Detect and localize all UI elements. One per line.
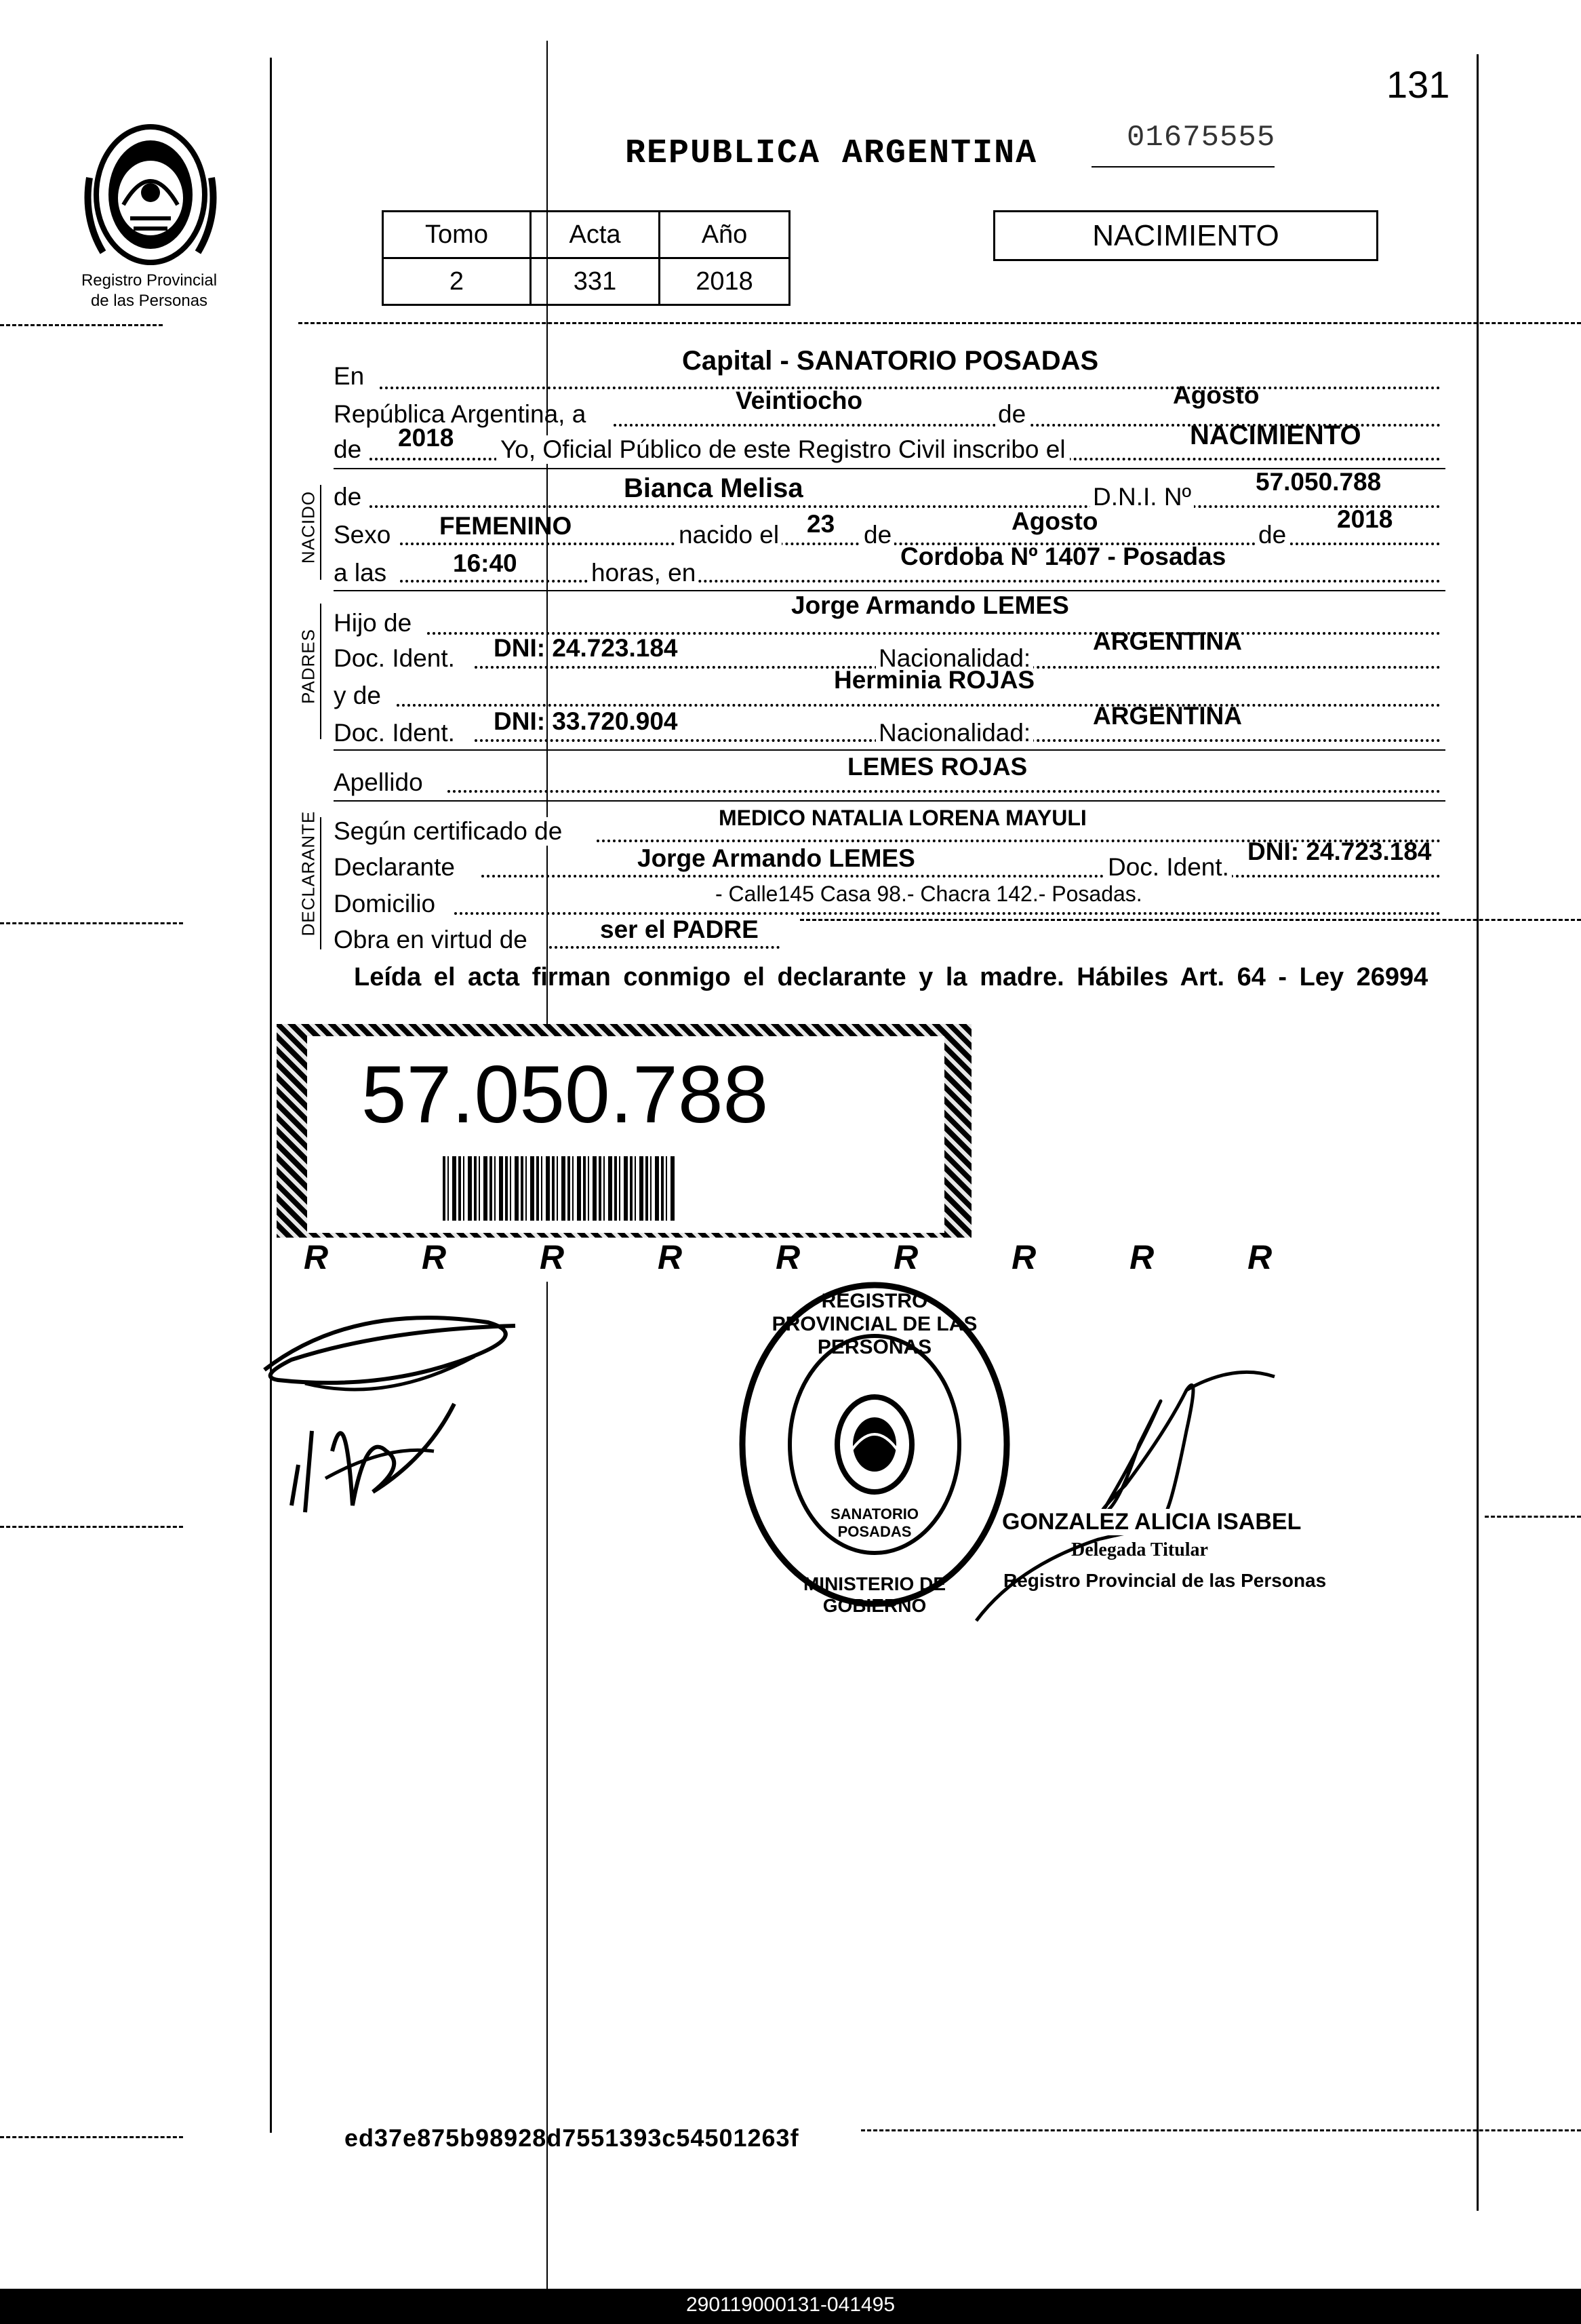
apellido-label: Apellido	[334, 768, 423, 796]
nacionalidad-label: Nacionalidad:	[876, 644, 1033, 673]
pattern-letter: R	[540, 1238, 607, 1276]
declarante-label: Declarante	[334, 853, 455, 881]
sticker-number: 57.050.788	[361, 1049, 769, 1140]
divider	[0, 922, 183, 924]
table-header: Acta	[531, 212, 660, 258]
stamp-inner-text: SANATORIO POSADAS	[830, 1505, 919, 1540]
de-label: de	[334, 435, 362, 463]
pattern-letter: R	[1129, 1238, 1197, 1276]
hijo-label: Hijo de	[334, 609, 412, 637]
left-margin-line	[270, 58, 272, 2133]
section-bracket	[320, 604, 321, 739]
birth-month-value: Agosto	[1012, 507, 1098, 535]
pattern-letter: R	[776, 1238, 843, 1276]
domicilio-label: Domicilio	[334, 890, 436, 918]
a-las-label: a las	[334, 559, 389, 587]
father-nat-value: ARGENTINA	[1093, 627, 1242, 655]
place-value: Capital - SANATORIO POSADAS	[682, 346, 1099, 376]
yo-text: Yo, Oficial Público de este Registro Civil inscribo el	[496, 435, 1070, 464]
mother-nat-value: ARGENTINA	[1093, 702, 1242, 730]
dotted-line	[380, 387, 1441, 389]
address-value: - Calle145 Casa 98.- Chacra 142.- Posadas.	[715, 882, 1142, 906]
horas-label: horas, en	[588, 559, 698, 587]
de-label: de	[861, 521, 894, 549]
section-rule	[334, 749, 1445, 751]
certificate-value: MEDICO NATALIA LORENA MAYULI	[719, 806, 1087, 830]
stamp-bottom-text: MINISTERIO DE GOBIERNO	[803, 1573, 946, 1616]
pattern-letter: R	[1012, 1238, 1079, 1276]
dotted-line	[549, 946, 780, 949]
obra-label: Obra en virtud de	[334, 926, 530, 954]
birth-place-value: Cordoba Nº 1407 - Posadas	[900, 543, 1226, 570]
doc-ident-label: Doc. Ident.	[334, 644, 458, 673]
record-table	[382, 210, 790, 306]
section-rule	[334, 800, 1445, 802]
birth-time-value: 16:40	[453, 549, 517, 577]
section-label-declarante: DECLARANTE	[298, 810, 319, 937]
declarant-signature	[251, 1288, 542, 1546]
table-header: Año	[660, 212, 790, 258]
doc-ident-label: Doc. Ident.	[1105, 853, 1232, 882]
child-dni-value: 57.050.788	[1256, 468, 1382, 496]
dotted-line	[400, 580, 1441, 583]
province-logo	[76, 117, 225, 273]
stamp-outer-text: REGISTRO PROVINCIAL DE LAS PERSONAS	[772, 1290, 978, 1358]
dotted-line	[454, 912, 1441, 915]
doc-ident-label: Doc. Ident.	[334, 719, 458, 747]
serial-underline	[1092, 166, 1275, 168]
section-bracket	[320, 485, 321, 580]
declarant-doc-value: DNI: 24.723.184	[1247, 838, 1432, 865]
section-label-nacido: NACIDO	[298, 490, 319, 564]
divider	[800, 919, 1581, 921]
nacido-el-label: nacido el	[676, 521, 782, 549]
closing-text: Leída el acta firman conmigo el declarante y la madre. Hábiles Art. 64 - Ley 26994	[354, 963, 1428, 991]
pattern-letter: R	[422, 1238, 489, 1276]
mother-doc-value: DNI: 33.720.904	[494, 707, 678, 735]
sexo-label: Sexo	[334, 521, 393, 549]
child-name-value: Bianca Melisa	[624, 473, 803, 503]
barcode	[443, 1156, 677, 1221]
sex-value: FEMENINO	[439, 512, 572, 540]
section-label-padres: PADRES	[298, 629, 319, 704]
officer-name: GONZALEZ ALICIA ISABEL	[1002, 1509, 1302, 1535]
table-header: Tomo	[383, 212, 531, 258]
divider	[0, 324, 163, 326]
y-de-label: y de	[334, 682, 381, 709]
officer-title: Delegada Titular	[1071, 1539, 1208, 1560]
serial-number: 01675555	[1127, 121, 1276, 155]
dni-label: D.N.I. Nº	[1090, 483, 1194, 511]
dotted-line	[369, 505, 1441, 508]
year-value: 2018	[398, 424, 454, 452]
dni-sticker	[277, 1024, 1315, 1282]
divider	[1485, 1516, 1581, 1518]
pattern-letter: R	[1247, 1238, 1315, 1276]
footer-code: 290119000131-041495	[685, 2293, 896, 2316]
divider	[0, 1526, 183, 1528]
official-stamp	[732, 1275, 1017, 1614]
birth-year-value: 2018	[1337, 505, 1393, 533]
officer-office: Registro Provincial de las Personas	[1003, 1570, 1327, 1591]
table-cell: 2018	[660, 258, 790, 305]
divider	[861, 2129, 1581, 2131]
republica-label: República Argentina, a	[334, 400, 586, 428]
logo-caption-line1: Registro Provincial	[81, 271, 218, 290]
declarant-value: Jorge Armando LEMES	[637, 844, 915, 872]
record-type-value: NACIMIENTO	[1190, 420, 1361, 450]
page-number: 131	[1386, 63, 1450, 106]
divider	[0, 2136, 183, 2138]
de-label: de	[1256, 521, 1289, 549]
surname-value: LEMES ROJAS	[847, 753, 1028, 781]
pattern-letter: R	[304, 1238, 371, 1276]
dotted-line	[397, 704, 1441, 707]
month-value: Agosto	[1173, 381, 1260, 409]
de-label: de	[995, 400, 1028, 429]
pattern-letter: R	[658, 1238, 725, 1276]
pattern-letter: R	[894, 1238, 961, 1276]
birth-day-value: 23	[807, 510, 835, 538]
father-name-value: Jorge Armando LEMES	[791, 591, 1069, 619]
country-title: REPUBLICA ARGENTINA	[625, 134, 1038, 173]
en-label: En	[334, 362, 365, 390]
certificado-label: Según certificado de	[334, 817, 565, 846]
table-cell: 331	[531, 258, 660, 305]
right-margin-line	[1477, 54, 1479, 2211]
obra-value: ser el PADRE	[600, 915, 759, 943]
doc-type-box	[993, 210, 1378, 261]
de-label: de	[334, 483, 362, 511]
section-bracket	[320, 817, 321, 949]
doc-type: NACIMIENTO	[1092, 219, 1279, 252]
dotted-line	[447, 790, 1441, 793]
document-hash: ed37e875b98928d7551393c54501263f	[344, 2124, 799, 2152]
father-doc-value: DNI: 24.723.184	[494, 634, 678, 662]
table-cell: 2	[383, 258, 531, 305]
dotted-line	[481, 875, 1441, 878]
nacionalidad-label: Nacionalidad:	[876, 719, 1033, 747]
mother-name-value: Herminia ROJAS	[834, 666, 1035, 694]
divider	[298, 322, 1581, 324]
day-words-value: Veintiocho	[736, 387, 863, 414]
logo-caption-line2: de las Personas	[90, 292, 208, 310]
